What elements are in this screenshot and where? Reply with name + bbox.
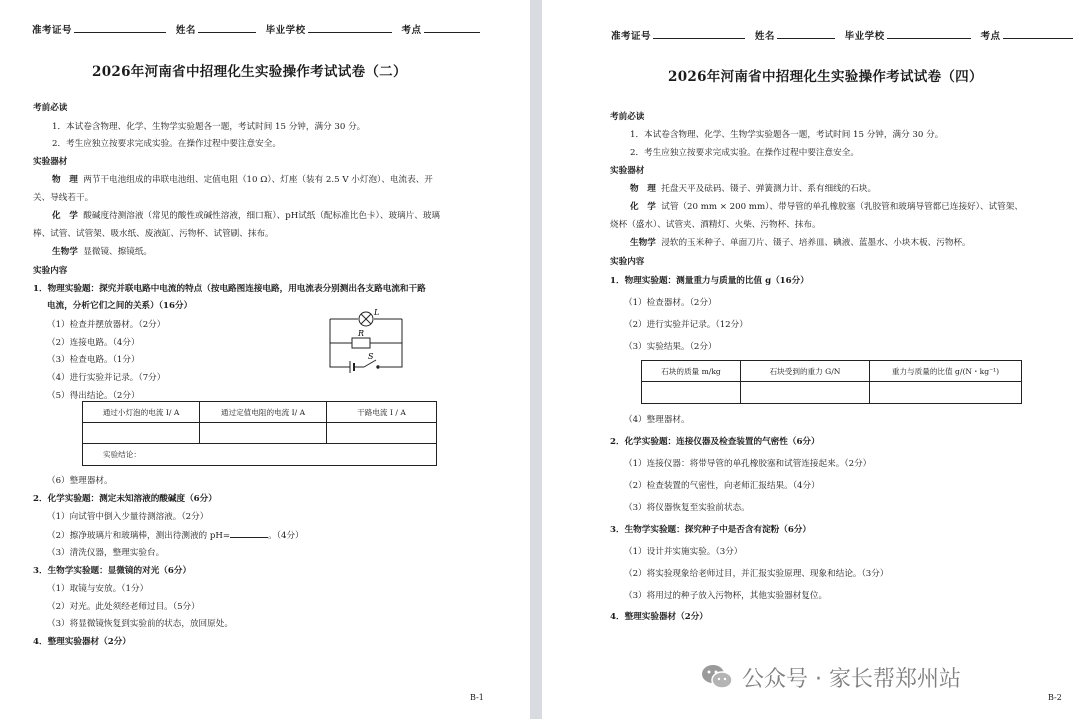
equip-chem-text: 棒、试管、试管架、吸水纸、废液缸、污物杯、试管刷、抹布。 (33, 229, 274, 239)
q1-step: （6）整理器材。 (47, 476, 113, 486)
notice-line: 2．考生应独立按要求完成实验。在操作过程中要注意安全。 (52, 139, 281, 149)
equip-chem-text: 烧杯（盛水）、试管夹、酒精灯、火柴、污物杯、抹布。 (610, 220, 821, 230)
table-cell (642, 382, 741, 404)
q1-step: （2）连接电路。（4分） (47, 338, 140, 348)
q1-step: （3）检查电路。（1分） (47, 355, 140, 365)
table-header-cell: 石块的质量 m/kg (642, 361, 741, 382)
equip-chem-text: 酸碱度待测溶液（常见的酸性或碱性溶液，细口瓶）、pH试纸（配标准比色卡）、玻璃片、玻璃 (83, 211, 441, 221)
notice-line: 2．考生应独立按要求完成实验。在操作过程中要注意安全。 (630, 148, 859, 158)
equip-title: 实验器材 (33, 157, 68, 167)
conclusion-cell: 实验结论： (83, 444, 437, 466)
q4-title: 4．整理实验器材（2分） (610, 612, 708, 622)
equip-chem-label: 化 学 (52, 211, 78, 221)
q1-step: （4）进行实验并记录。（7分） (47, 373, 166, 383)
header-name-label: 姓名 (175, 25, 196, 36)
notice-line: 1．本试卷含物理、化学、生物学实验题各一题，考试时间 15 分钟，满分 30 分。 (52, 122, 366, 132)
q2-step: （3）将仪器恢复至实验前状态。 (624, 503, 750, 513)
table-cell (200, 423, 327, 444)
q3-step: （1）设计并实施实验。（3分） (624, 547, 743, 557)
page-gutter (530, 0, 542, 719)
equip-bio-text: 显微镜、擦镜纸。 (83, 247, 153, 257)
header-row (611, 28, 1075, 42)
q2-step-tail: 。（4分） (268, 531, 304, 541)
q3-step: （2）对光。此处须经老师过目。（5分） (47, 602, 200, 612)
equip-bio-label: 生物学 (630, 238, 656, 248)
current-record-table (82, 401, 437, 466)
notice-line: 1．本试卷含物理、化学、生物学实验题各一题，考试时间 15 分钟，满分 30 分。 (630, 130, 944, 140)
table-cell (870, 382, 1022, 404)
exam-page-left (0, 0, 530, 719)
q2-step: （3）清洗仪器，整理实验台。 (47, 548, 165, 558)
watermark-text: 公众号 · 家长帮郑州站 (742, 666, 961, 692)
watermark (700, 657, 1060, 697)
equip-chem-text: 试管（20 mm × 200 mm）、带导管的单孔橡胶塞（乳胶管和玻璃导管都已连接好）、试管架、 (661, 202, 1023, 212)
equip-title: 实验器材 (610, 166, 645, 176)
header-site-label: 考点 (980, 31, 1001, 42)
circuit-diagram (322, 307, 412, 377)
equip-physics-text: 两节干电池组成的串联电池组、定值电阻（10 Ω）、灯座（装有 2.5 V 小灯泡）、电流表、开 (83, 175, 433, 185)
notice-title: 考前必读 (33, 103, 68, 113)
page-title: 2026年河南省中招理化生实验操作考试试卷（四） (668, 69, 983, 85)
header-school-label: 毕业学校 (844, 31, 885, 42)
table-cell (327, 423, 437, 444)
q1-step: （3）实验结果。（2分） (624, 342, 717, 352)
equip-bio-label: 生物学 (52, 247, 78, 257)
gravity-record-table (641, 360, 1022, 404)
q2-step: （1）连接仪器：将带导管的单孔橡胶塞和试管连接起来。（2分） (624, 459, 872, 469)
q1-step: （1）检查器材。（2分） (624, 298, 717, 308)
table-header-cell: 石块受到的重力 G/N (741, 361, 870, 382)
equip-bio-text: 浸软的玉米种子、单面刀片、镊子、培养皿、碘液、蓝墨水、小块木板、污物杯。 (661, 238, 971, 248)
table-header-cell: 干路电流 I / A (327, 402, 437, 423)
q3-step: （3）将用过的种子放入污物杯，其他实验器材复位。 (624, 591, 828, 601)
q1-step: （5）得出结论。（2分） (47, 391, 140, 401)
table-cell (741, 382, 870, 404)
q2-title: 2．化学实验题：测定未知溶液的酸碱度（6分） (33, 494, 217, 504)
page-number: B-2 (1048, 693, 1062, 702)
header-name-label: 姓名 (754, 31, 775, 42)
page-title: 2026年河南省中招理化生实验操作考试试卷（二） (92, 64, 407, 80)
q1-step: （4）整理器材。 (624, 415, 690, 425)
lamp-label: L (374, 308, 380, 317)
content-title: 实验内容 (610, 257, 645, 267)
equip-chem-label: 化 学 (630, 202, 656, 212)
q2-step: （2）检查装置的气密性，向老师汇报结果。（4分） (624, 481, 820, 491)
wechat-icon (700, 662, 734, 692)
notice-title: 考前必读 (610, 112, 645, 122)
header-school-label: 毕业学校 (265, 25, 306, 36)
q1-step: （1）检查并摆放器材。（2分） (47, 320, 166, 330)
q1-title: 1．物理实验题：测量重力与质量的比值 g（16分） (610, 276, 809, 286)
table-header-cell: 通过小灯泡的电流 I/ A (83, 402, 200, 423)
q3-step: （1）取镜与安放。（1分） (47, 584, 149, 594)
q3-title: 3．生物学实验题：探究种子中是否含有淀粉（6分） (610, 525, 812, 535)
exam-page-right (542, 0, 1080, 719)
switch-label: S (368, 352, 374, 361)
equip-physics-text: 托盘天平及砝码、镊子、弹簧测力计、系有细线的石块。 (661, 184, 877, 194)
q1-step: （2）进行实验并记录。（12分） (624, 320, 748, 330)
table-header-cell: 重力与质量的比值 g/(N・kg⁻¹) (870, 361, 1022, 382)
q3-step: （3）将显微镜恢复到实验前的状态，放回原处。 (47, 619, 233, 629)
ph-answer-blank (230, 528, 268, 538)
lamp-symbol (359, 312, 373, 326)
q1-title: 1．物理实验题：探究并联电路中电流的特点（按电路图连接电路，用电流表分别测出各支路电流和干路 (33, 284, 426, 294)
q3-step: （2）将实验现象给老师过目，并汇报实验原理、现象和结论。（3分） (624, 569, 889, 579)
equip-physics-label: 物 理 (630, 184, 656, 194)
q2-step: （1）向试管中倒入少量待测溶液。（2分） (47, 512, 209, 522)
q2-step: （2）擦净玻璃片和玻璃棒，测出待测液的 pH= (47, 531, 231, 541)
table-cell (83, 423, 200, 444)
resistor-label: R (358, 329, 365, 338)
q1-title: 电流，分析它们之间的关系）（16分） (47, 301, 193, 311)
q4-title: 4．整理实验器材（2分） (33, 637, 131, 647)
q3-title: 3．生物学实验题：显微镜的对光（6分） (33, 566, 192, 576)
equip-physics-text: 关、导线若干。 (33, 193, 94, 203)
table-header-cell: 通过定值电阻的电流 I/ A (200, 402, 327, 423)
equip-physics-label: 物 理 (52, 175, 78, 185)
page-number: B-1 (470, 693, 484, 702)
header-exam-no-label: 准考证号 (611, 31, 652, 42)
header-exam-no-label: 准考证号 (32, 25, 73, 36)
q2-title: 2．化学实验题：连接仪器及检查装置的气密性（6分） (610, 437, 820, 447)
content-title: 实验内容 (33, 266, 68, 276)
header-row (32, 22, 482, 36)
header-site-label: 考点 (401, 25, 422, 36)
